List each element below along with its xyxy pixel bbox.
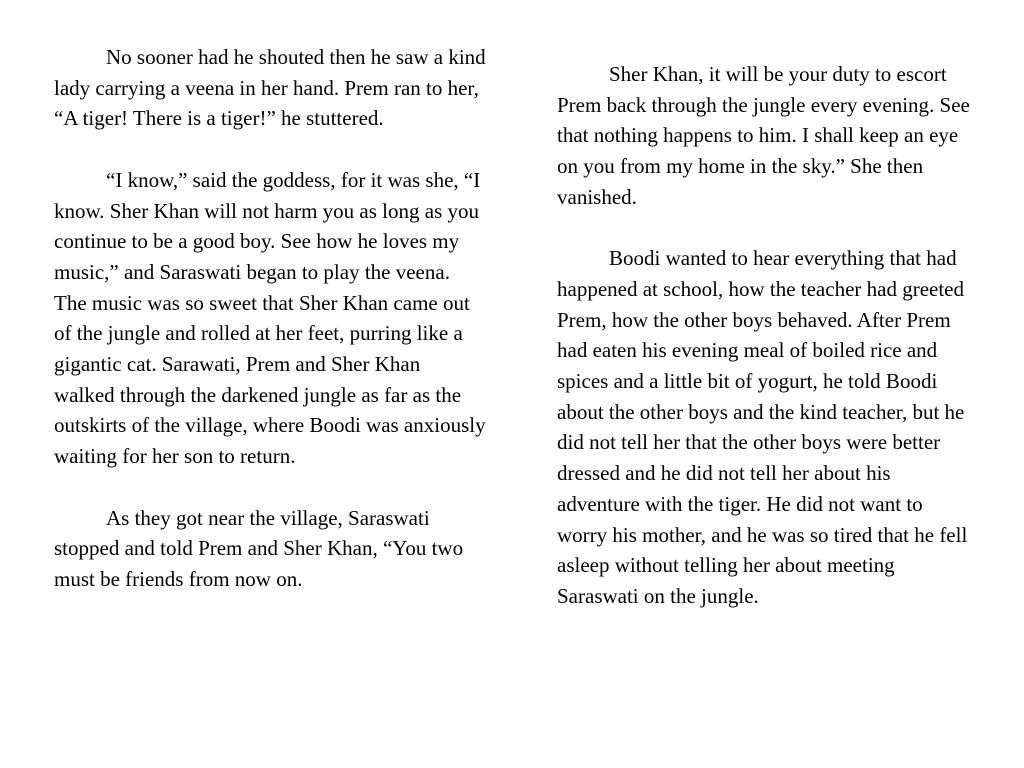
story-paragraph: Boodi wanted to hear everything that had happened at school, how the teacher had greeted Prem, how the other boys behaved. After Prem had eaten his evening meal of boiled rice and spices and a little bit of yogurt, he told Boodi about the other boys and the kind teacher, but he did not tell her that the other boys were better dressed and he did not tell her about his adventure with the tiger. He did not want to worry his mother, and he was so tired that he fell asleep without telling her about meeting Saraswati on the jungle. <box>557 246 968 608</box>
right-text-column <box>557 59 977 612</box>
story-paragraph: Sher Khan, it will be your duty to escort Prem back through the jungle every evening. See that nothing happens to him. I shall keep an eye on you from my home in the sky.” She then vanished. <box>557 62 970 209</box>
story-paragraph: As they got near the village, Saraswati stopped and told Prem and Sher Khan, “You two must be friends from now on. <box>54 505 464 591</box>
left-text-column <box>54 42 486 595</box>
story-paragraph: No sooner had he shouted then he saw a kind lady carrying a veena in her hand. Prem ran to her, “A tiger! There is a tiger!” he stuttered. <box>54 45 486 131</box>
story-paragraph: “I know,” said the goddess, for it was she, “I know. Sher Khan will not harm you as long as you continue to be a good boy. See how he loves my music,” and Saraswati began to play the veena. The music was so sweet that Sher Khan came out of the jungle and rolled at her feet, purring like a gigantic cat. Sarawati, Prem and Sher Khan walked through the darkened jungle as far as the outskirts of the village, where Boodi was anxiously waiting for her son to return. <box>54 167 486 469</box>
